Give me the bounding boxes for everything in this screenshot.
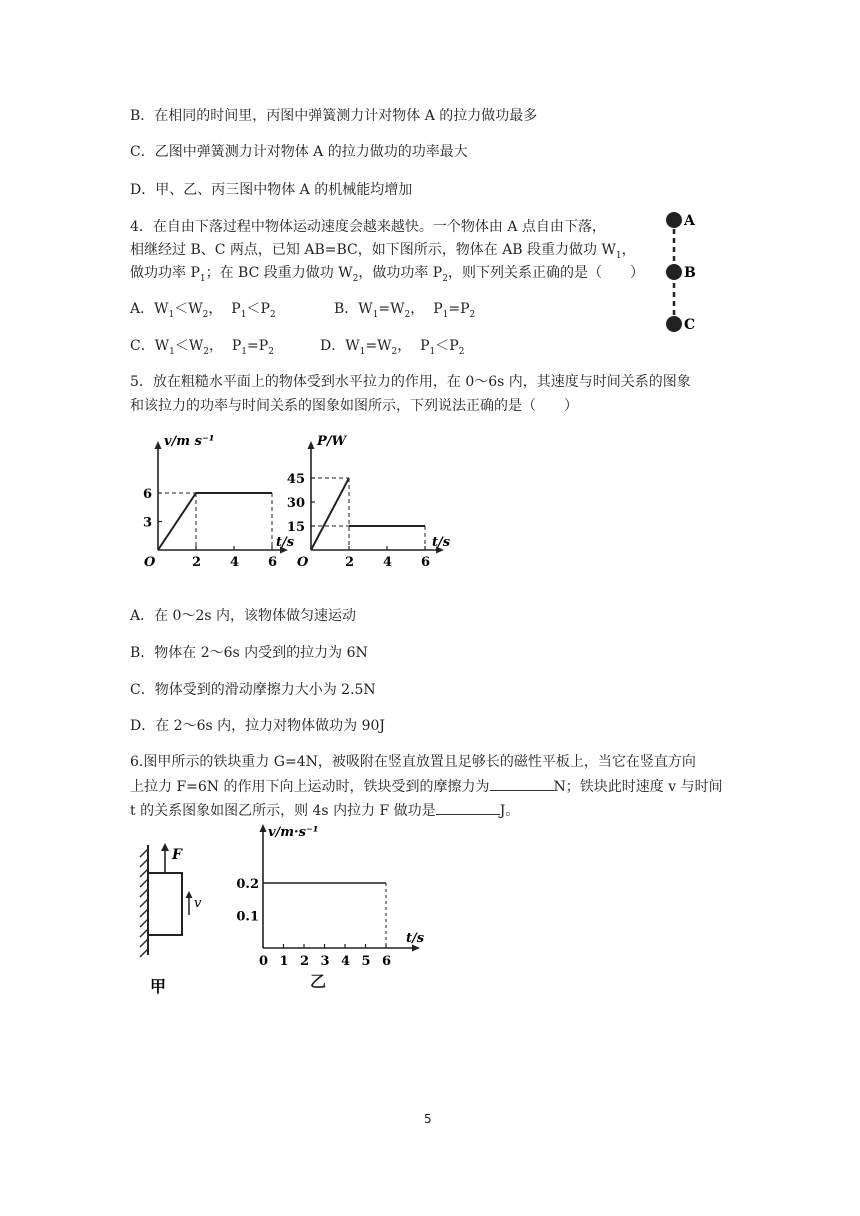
origin-label: O	[144, 555, 156, 570]
x-tick-label: 6	[268, 555, 278, 570]
point-b-ball	[666, 264, 682, 280]
q5-option-a: A．在 0～2s 内，该物体做匀速运动	[130, 608, 357, 624]
velocity-line	[158, 493, 272, 550]
answer-blank-friction[interactable]	[490, 776, 554, 791]
x-axis-label: t/s	[276, 535, 295, 550]
y-axis-label: P/W	[317, 435, 347, 449]
q5-option-d: D．在 2～6s 内，拉力对物体做功为 90J	[130, 718, 386, 734]
x-axis-label: t/s	[406, 931, 425, 946]
y-tick-label: 30	[286, 496, 305, 511]
x-tick-label: 2	[300, 954, 310, 968]
point-c-label: C	[684, 317, 696, 333]
y-axis-label: v/m·s⁻¹	[268, 825, 319, 840]
y-axis-arrow	[308, 441, 315, 449]
page-number: 5	[424, 1112, 432, 1126]
power-time-chart	[286, 435, 461, 575]
y-axis-arrow	[260, 824, 267, 832]
y-tick-label: 15	[286, 520, 305, 535]
y-tick-label: 0.1	[236, 909, 259, 925]
point-c-ball	[666, 316, 682, 332]
q3-option-b: B．在相同的时间里，丙图中弹簧测力计对物体 A 的拉力做功最多	[130, 108, 538, 124]
answer-blank-work[interactable]	[436, 800, 500, 815]
iron-block	[148, 873, 182, 935]
q6-stem-line1: 6.图甲所示的铁块重力 G=4N，被吸附在竖直放置且足够长的磁性平板上，当它在竖直方向	[130, 754, 696, 770]
force-arrow-head	[161, 843, 169, 851]
q5-option-c: C．物体受到的滑动摩擦力大小为 2.5N	[130, 682, 376, 698]
block-on-board-figure	[134, 835, 204, 995]
q3-option-d: D．甲、乙、丙三图中物体 A 的机械能均增加	[130, 182, 413, 198]
point-a-label: A	[684, 213, 695, 229]
q4-stem-line1: 4．在自由下落过程中物体运动速度会越来越快。一个物体由 A 点自由下落，	[130, 219, 606, 235]
q6-stem-line3: t 的关系图象如图乙所示，则 4s 内拉力 F 做功是 J。	[130, 800, 519, 821]
y-tick-label: 45	[286, 472, 305, 487]
x-tick-label: 6	[382, 954, 392, 968]
point-b-label: B	[684, 265, 696, 281]
y-tick-label: 0.2	[236, 877, 259, 892]
q4-option-a: A．$W_1<W_2$， $P_1<P_2$	[130, 301, 276, 320]
q5-stem-line1: 5．放在粗糙水平面上的物体受到水平拉力的作用，在 0～6s 内，其速度与时间关系的图象	[130, 374, 691, 390]
q4-option-c: C．$W_1<W_2$， $P_1=P_2$	[130, 338, 274, 357]
q4-stem-line2: 相继经过 B、C 两点，已知 AB=BC，如下图所示，物体在 AB 段重力做功 $W_1$，	[130, 242, 636, 261]
y-tick-label: 6	[142, 487, 152, 502]
x-tick-label: 2	[192, 555, 202, 570]
velocity-time-chart	[132, 435, 297, 575]
origin-label: O	[297, 555, 309, 570]
x-tick-label: 5	[361, 954, 371, 968]
fig-yi-caption: 乙	[310, 972, 327, 991]
velocity-label: v	[194, 896, 202, 911]
x-tick-label: 4	[230, 555, 240, 570]
board-hatching	[140, 849, 148, 957]
y-axis-label: v/m s⁻¹	[164, 435, 215, 449]
x-axis-label: t/s	[432, 535, 451, 550]
falling-points-figure	[658, 206, 708, 336]
q4-option-d: D．$W_1=W_2$， $P_1<P_2$	[320, 338, 465, 357]
x-tick-label: 0	[259, 954, 269, 968]
y-tick-label: 3	[142, 515, 152, 531]
power-segment	[311, 478, 349, 550]
q3-option-c: C．乙图中弹簧测力计对物体 A 的拉力做功的功率最大	[130, 144, 468, 160]
q4-stem-line3: 做功功率 $P_1$；在 BC 段重力做功 $W_2$，做功功率 $P_2$，则下列关系正确的是（ ）	[130, 265, 644, 284]
fig-jia-caption: 甲	[150, 977, 167, 995]
q5-option-b: B．物体在 2～6s 内受到的拉力为 6N	[130, 645, 368, 661]
y-axis-arrow	[155, 441, 162, 449]
x-tick-label: 2	[345, 555, 355, 570]
point-a-ball	[666, 212, 682, 228]
q6-stem-line2: 上拉力 F=6N 的作用下向上运动时，铁块受到的摩擦力为 N；铁块此时速度 v 与时间	[130, 776, 723, 797]
q4-option-b: B．$W_1=W_2$， $P_1=P_2$	[334, 301, 476, 320]
x-tick-label: 6	[421, 555, 431, 570]
x-tick-label: 3	[320, 954, 330, 968]
force-label: F	[172, 847, 182, 863]
block-velocity-chart	[232, 818, 442, 968]
x-tick-label: 1	[279, 954, 289, 968]
q5-stem-line2: 和该拉力的功率与时间关系的图象如图所示，下列说法正确的是（ ）	[130, 398, 578, 414]
velocity-arrow-head	[186, 891, 193, 898]
x-tick-label: 4	[341, 954, 351, 968]
x-tick-label: 4	[383, 555, 393, 570]
